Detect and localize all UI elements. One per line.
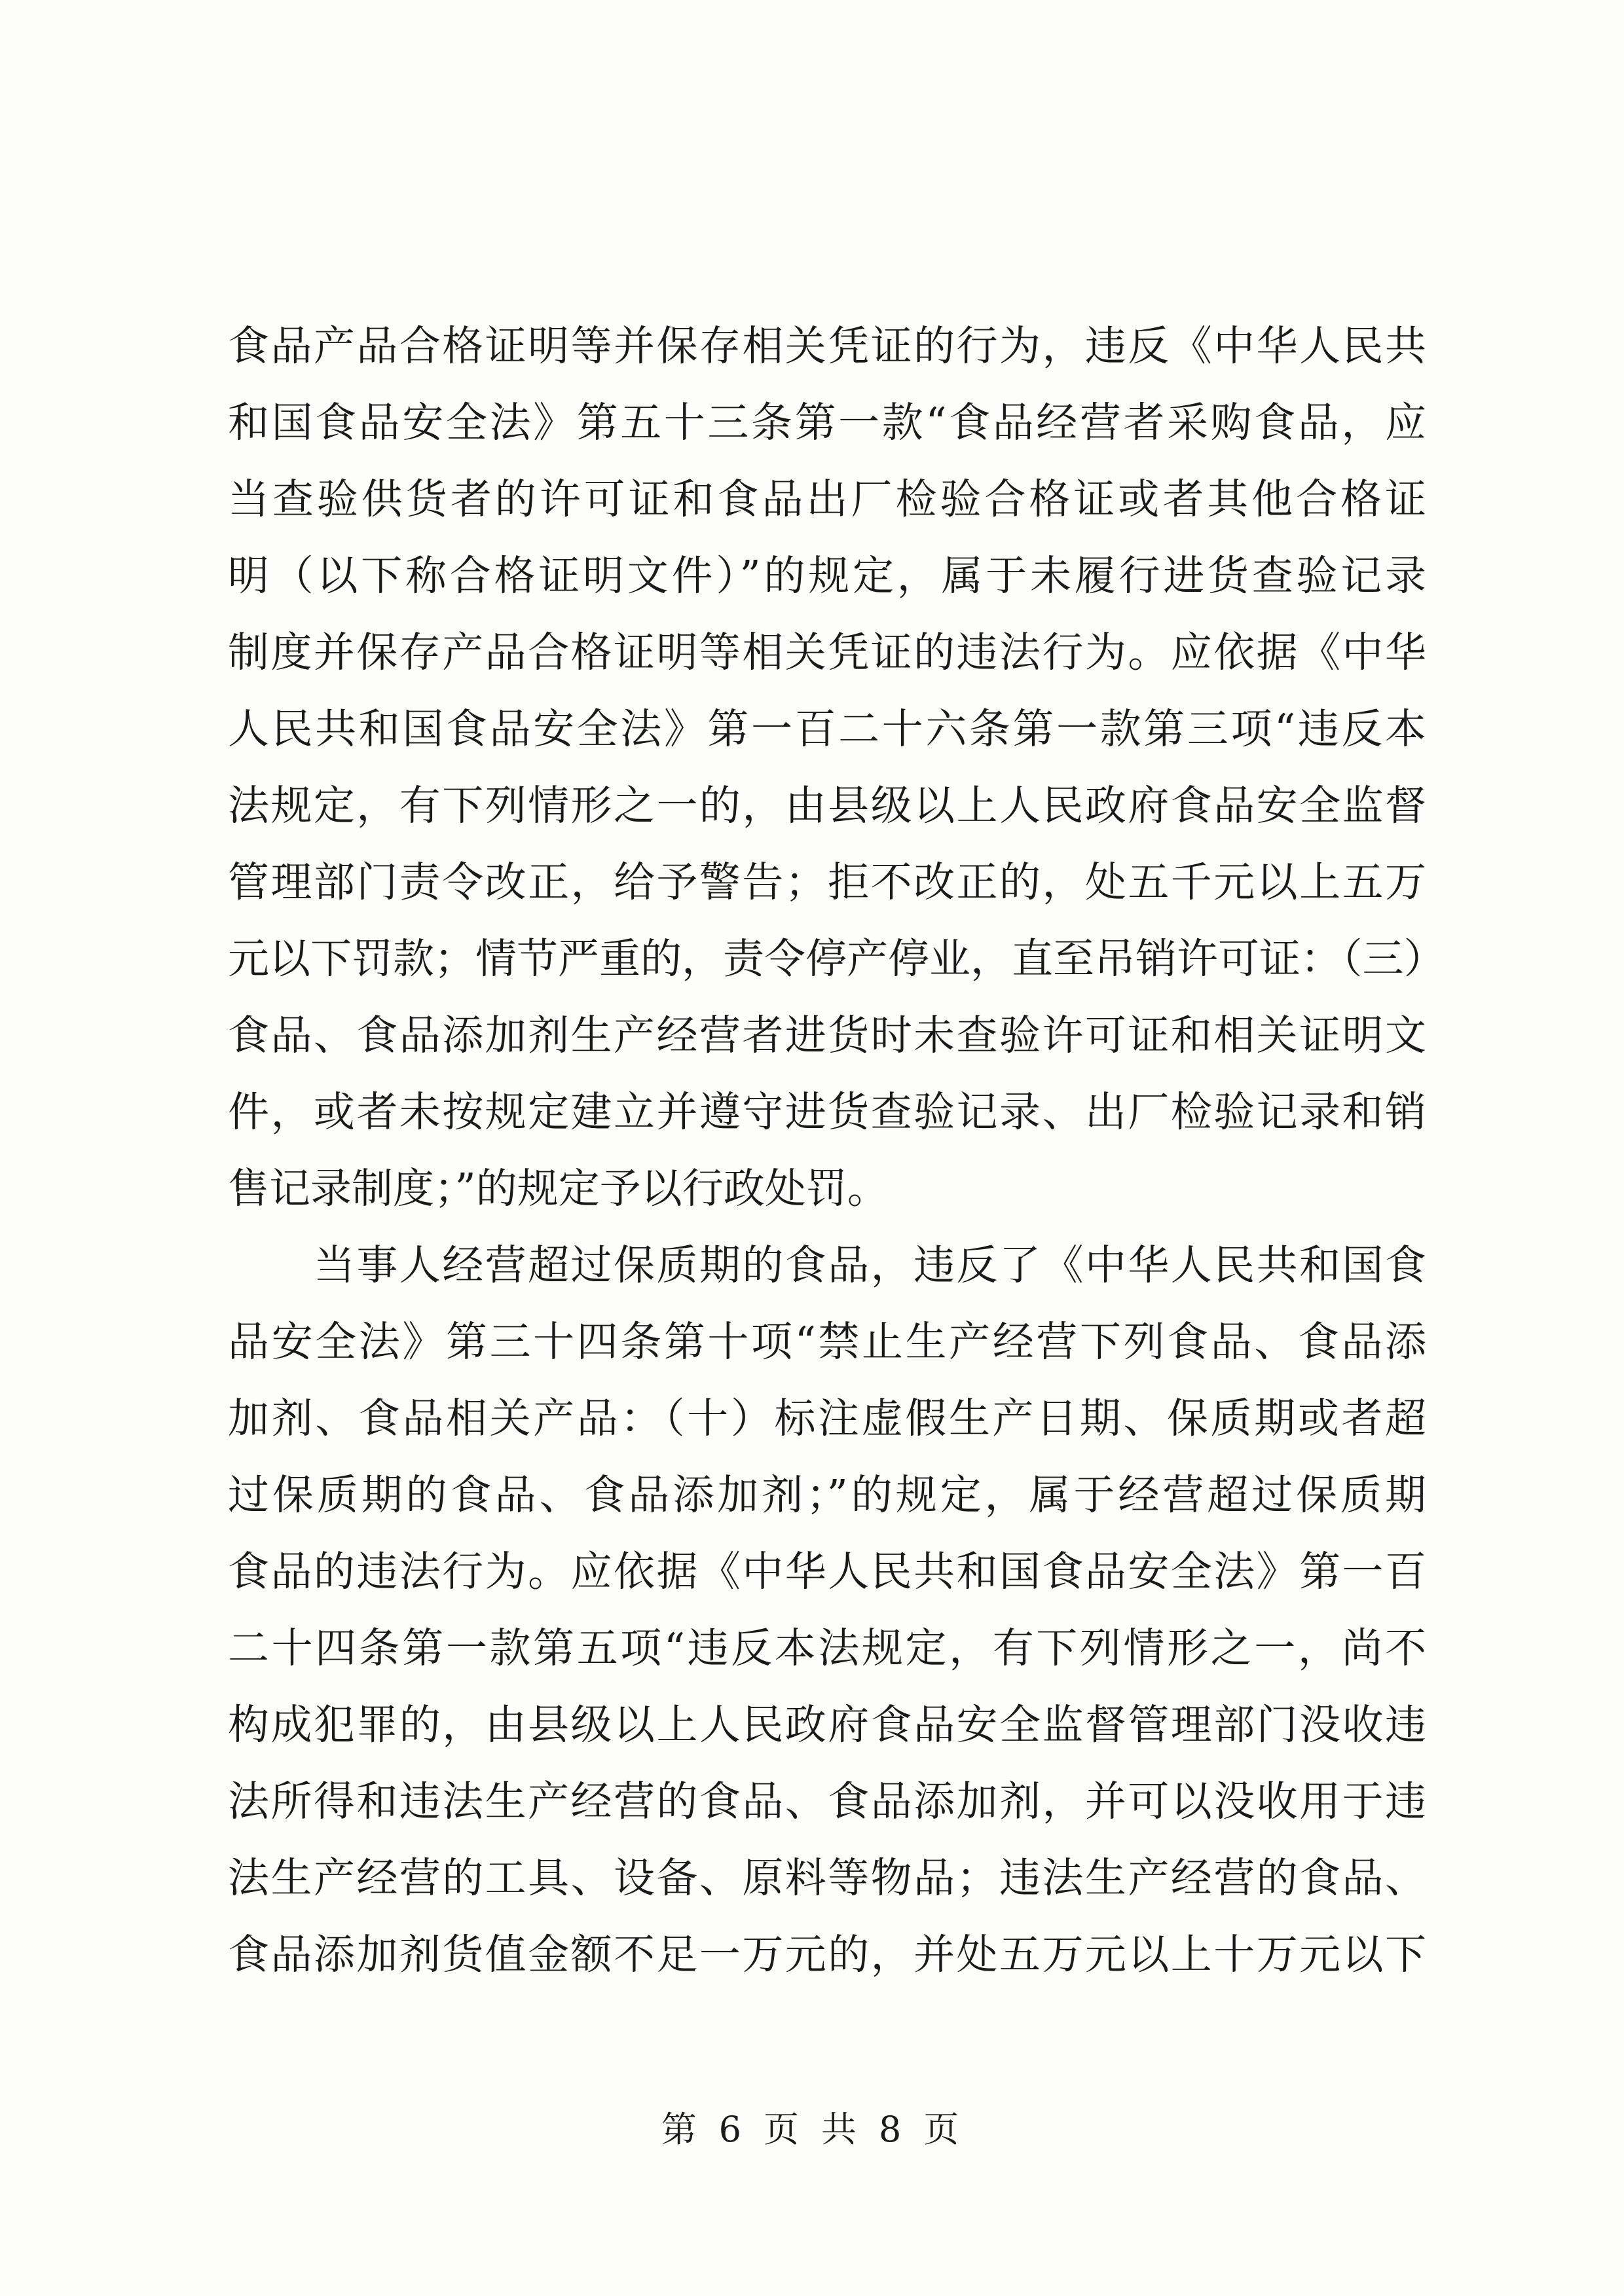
paragraph-2 bbox=[228, 1227, 1426, 1993]
text-line: 管理部门责令改正，给予警告；拒不改正的，处五千元以上五万 bbox=[228, 858, 1426, 906]
text-line: 法所得和违法生产经营的食品、食品添加剂，并可以没收用于违 bbox=[228, 1777, 1426, 1825]
text-line: 品安全法》第三十四条第十项“禁止生产经营下列食品、食品添 bbox=[228, 1318, 1426, 1366]
text-line: 当查验供货者的许可证和食品出厂检验合格证或者其他合格证 bbox=[228, 475, 1426, 523]
text-line: 食品、食品添加剂生产经营者进货时未查验许可证和相关证明文 bbox=[228, 1011, 1426, 1059]
text-line: 和国食品安全法》第五十三条第一款“食品经营者采购食品，应 bbox=[228, 399, 1426, 446]
total-page-number: 8 bbox=[879, 2109, 906, 2150]
document-body bbox=[228, 308, 1445, 1993]
text-line: 法生产经营的工具、设备、原料等物品；违法生产经营的食品、 bbox=[228, 1854, 1426, 1902]
text-line: 售记录制度；”的规定予以行政处罚。 bbox=[228, 1165, 889, 1212]
footer-gong: 共 bbox=[821, 2109, 860, 2150]
text-line: 法规定，有下列情形之一的，由县级以上人民政府食品安全监督 bbox=[228, 782, 1426, 829]
text-line: 明（以下称合格证明文件）”的规定，属于未履行进货查验记录 bbox=[228, 552, 1426, 600]
text-line: 当事人经营超过保质期的食品，违反了《中华人民共和国食 bbox=[228, 1241, 1426, 1289]
footer-di: 第 bbox=[661, 2109, 701, 2150]
text-line: 过保质期的食品、食品添加剂；”的规定，属于经营超过保质期 bbox=[228, 1471, 1426, 1519]
text-line: 二十四条第一款第五项“违反本法规定，有下列情形之一，尚不 bbox=[228, 1624, 1426, 1672]
text-line: 食品产品合格证明等并保存相关凭证的行为，违反《中华人民共 bbox=[228, 322, 1426, 370]
page-number-footer bbox=[0, 2102, 1624, 2152]
text-line: 食品的违法行为。应依据《中华人民共和国食品安全法》第一百 bbox=[228, 1548, 1426, 1595]
text-line: 人民共和国食品安全法》第一百二十六条第一款第三项“违反本 bbox=[228, 705, 1426, 753]
current-page-number: 6 bbox=[718, 2109, 745, 2150]
text-line: 构成犯罪的，由县级以上人民政府食品安全监督管理部门没收违 bbox=[228, 1701, 1426, 1749]
text-line: 元以下罚款；情节严重的，责令停产停业，直至吊销许可证：（三） bbox=[228, 935, 1445, 983]
text-line: 加剂、食品相关产品：（十）标注虚假生产日期、保质期或者超 bbox=[228, 1394, 1426, 1442]
footer-ye: 页 bbox=[764, 2109, 803, 2150]
text-line: 制度并保存产品合格证明等相关凭证的违法行为。应依据《中华 bbox=[228, 629, 1426, 676]
text-line: 件，或者未按规定建立并遵守进货查验记录、出厂检验记录和销 bbox=[228, 1088, 1426, 1136]
footer-ye-2: 页 bbox=[923, 2109, 963, 2150]
text-line: 食品添加剂货值金额不足一万元的，并处五万元以上十万元以下 bbox=[228, 1931, 1426, 1978]
paragraph-1 bbox=[228, 308, 1445, 1227]
